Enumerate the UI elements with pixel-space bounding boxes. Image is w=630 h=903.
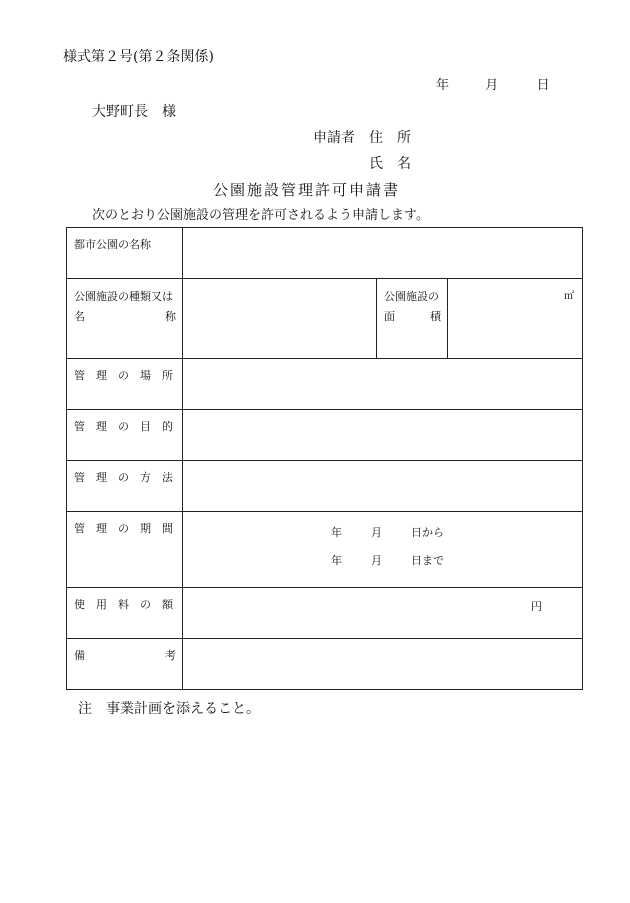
row-place: [67, 359, 583, 410]
intro-text: 次のとおり公園施設の管理を許可されるよう申請します。: [92, 208, 429, 223]
period-from: [331, 519, 582, 547]
form-number: 様式第２号(第２条関係): [63, 49, 214, 65]
row-method: [67, 461, 583, 512]
park-name-field[interactable]: [183, 228, 583, 279]
row-facility: [67, 279, 583, 359]
period-from-month: 月: [371, 526, 382, 539]
row-remarks: [67, 639, 583, 690]
date-year: 年: [436, 78, 450, 93]
date-line: [436, 74, 550, 93]
place-label: 管 理 の 場 所: [67, 359, 183, 410]
application-table: [66, 227, 583, 690]
place-field[interactable]: [183, 359, 583, 410]
period-to-day: 日まで: [411, 554, 444, 567]
fee-unit: 円: [531, 600, 543, 613]
park-name-label: 都市公園の名称: [67, 228, 183, 279]
facility-type-field[interactable]: [183, 279, 377, 359]
area-label-b: 積: [430, 310, 441, 323]
page-title: 公園施設管理許可申請書: [213, 181, 401, 199]
period-from-year: 年: [331, 526, 342, 539]
purpose-label: 管 理 の 目 的: [67, 410, 183, 461]
remarks-field[interactable]: [183, 639, 583, 690]
row-period: [67, 512, 583, 588]
area-field[interactable]: [448, 279, 583, 359]
row-park-name: [67, 228, 583, 279]
period-to: [331, 547, 582, 575]
footer-note: 注 事業計画を添えること。: [78, 701, 260, 717]
facility-type-label-b: 称: [165, 310, 176, 323]
facility-type-label-line1: 公園施設の種類又は: [74, 290, 173, 303]
area-label-a: 面: [384, 310, 395, 323]
period-label: 管 理 の 期 間: [67, 512, 183, 588]
period-to-year: 年: [331, 554, 342, 567]
facility-type-label: [67, 279, 183, 359]
method-label: 管 理 の 方 法: [67, 461, 183, 512]
period-from-day: 日から: [411, 526, 444, 539]
date-month: 月: [485, 78, 499, 93]
fee-label: 使 用 料 の 額: [67, 588, 183, 639]
area-label-line1: 公園施設の: [384, 290, 439, 303]
area-label: [377, 279, 448, 359]
remarks-label-b: 考: [165, 649, 176, 662]
row-purpose: [67, 410, 583, 461]
area-unit: ㎡: [564, 291, 575, 302]
applicant-address-label: 申請者 住 所: [313, 130, 411, 146]
facility-type-label-a: 名: [74, 310, 85, 323]
row-fee: [67, 588, 583, 639]
method-field[interactable]: [183, 461, 583, 512]
fee-field[interactable]: [183, 588, 583, 639]
applicant-name-label: 氏 名: [369, 156, 411, 172]
period-to-month: 月: [371, 554, 382, 567]
purpose-field[interactable]: [183, 410, 583, 461]
date-day: 日: [536, 78, 550, 93]
remarks-label-a: 備: [74, 649, 85, 662]
addressee: 大野町長 様: [92, 104, 176, 120]
remarks-label: [67, 639, 183, 690]
period-field[interactable]: [183, 512, 583, 588]
